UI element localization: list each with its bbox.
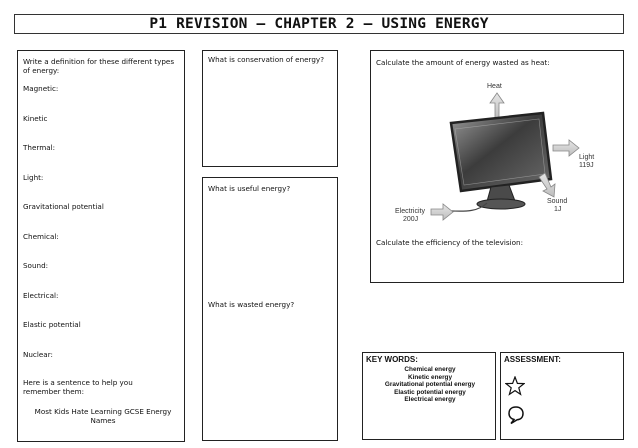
definition-sound: Sound: xyxy=(23,261,49,270)
page-title: P1 REVISION – CHAPTER 2 – USING ENERGY xyxy=(14,14,624,34)
keywords-box xyxy=(362,352,496,440)
efficiency-calculation-question: Calculate the efficiency of the television: xyxy=(376,238,524,247)
electricity-arrow xyxy=(431,204,453,220)
definition-kinetic: Kinetic xyxy=(23,114,48,123)
definitions-box xyxy=(17,50,185,442)
definition-magnetic: Magnetic: xyxy=(23,84,59,93)
keyword-item: Electrical energy xyxy=(404,396,456,404)
electricity-label: Electricity xyxy=(395,208,425,215)
tv-energy-diagram xyxy=(391,79,601,229)
conservation-question: What is conservation of energy? xyxy=(208,55,325,64)
definition-electrical: Electrical: xyxy=(23,291,59,300)
heat-arrow xyxy=(490,93,504,119)
definitions-prompt: Write a definition for these different types of energy: xyxy=(23,57,175,75)
tv-stand xyxy=(477,199,525,209)
conservation-box xyxy=(202,50,338,167)
keyword-item: Gravitational potential energy xyxy=(384,381,476,389)
definition-chemical: Chemical: xyxy=(23,232,59,241)
keywords-header: KEY WORDS: xyxy=(366,355,418,364)
assessment-box xyxy=(500,352,624,440)
heat-calculation-question: Calculate the amount of energy wasted as heat: xyxy=(376,58,550,67)
star-outline-icon xyxy=(505,376,525,396)
speech-bubble-icon xyxy=(507,405,525,425)
definition-thermal: Thermal: xyxy=(23,143,56,152)
keyword-item: Chemical energy xyxy=(404,366,456,373)
assessment-header: ASSESSMENT: xyxy=(504,355,561,364)
light-value: 119J xyxy=(579,162,594,169)
electricity-value: 200J xyxy=(403,216,419,223)
definition-gravitational-potential: Gravitational potential xyxy=(23,202,104,211)
definition-elastic-potential: Elastic potential xyxy=(23,320,81,329)
light-label: Light xyxy=(579,154,595,161)
useful-wasted-box xyxy=(202,177,338,441)
heat-label: Heat xyxy=(487,83,502,90)
definition-nuclear: Nuclear: xyxy=(23,350,53,359)
sentence-prompt: Here is a sentence to help you remember them: xyxy=(23,378,133,396)
definition-light: Light: xyxy=(23,173,44,182)
sound-label: Sound xyxy=(547,198,568,205)
tv-screen xyxy=(451,113,551,191)
wasted-energy-question: What is wasted energy? xyxy=(208,300,295,309)
keyword-item: Elastic potential energy xyxy=(394,388,466,396)
light-arrow xyxy=(553,140,579,156)
keywords-list xyxy=(365,366,495,404)
keyword-item: Kinetic energy xyxy=(407,373,453,381)
useful-energy-question: What is useful energy? xyxy=(208,184,291,193)
mnemonic: Most Kids Hate Learning GCSE Energy Names xyxy=(34,407,172,425)
sound-value: 1J xyxy=(554,206,562,213)
calculation-box xyxy=(370,50,624,283)
